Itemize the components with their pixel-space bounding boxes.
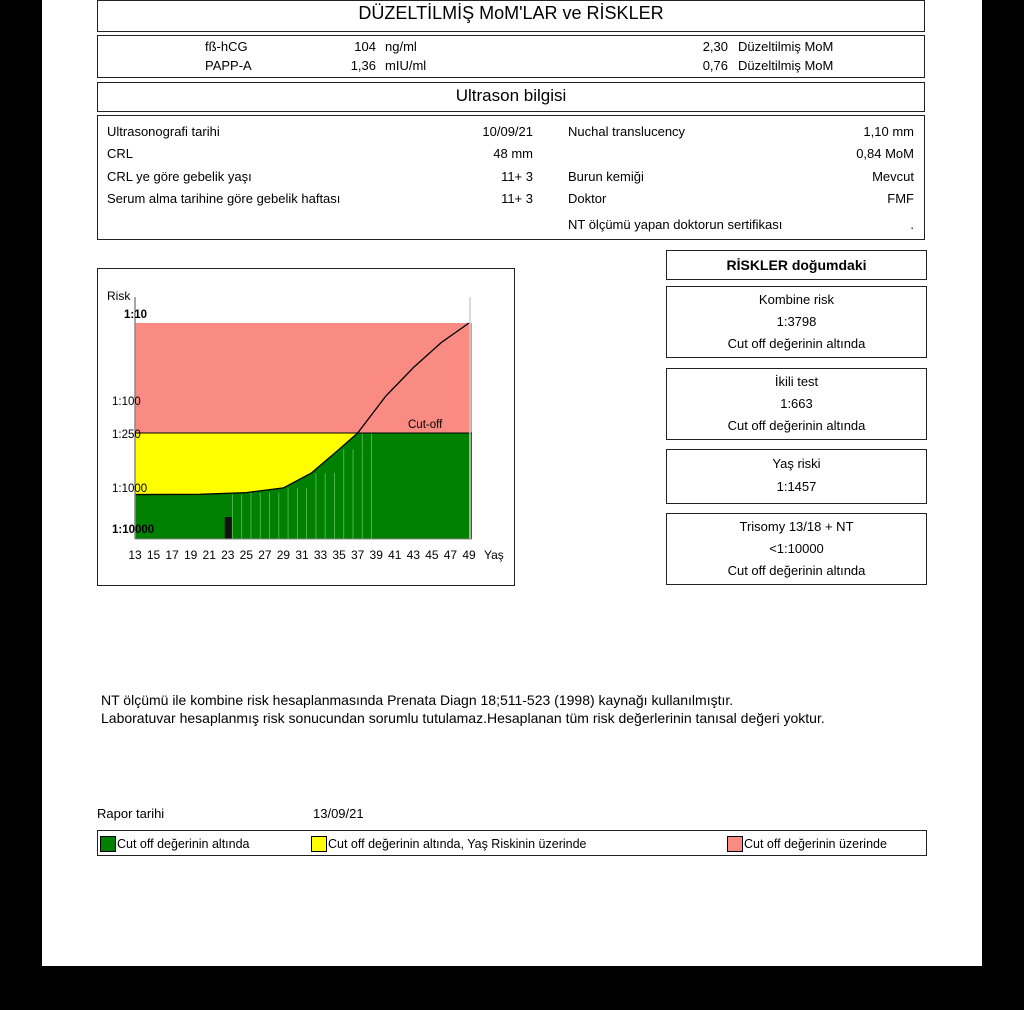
cutoff-label: Cut-off [408, 419, 443, 431]
x-tick-label: 45 [425, 548, 439, 562]
report-date-label: Rapor tarihi [97, 806, 165, 821]
ultrasound-info-box [97, 115, 925, 240]
risk-card [666, 449, 927, 504]
risk-card-value: 1:663 [780, 396, 813, 411]
x-axis-label: Yaş [484, 548, 504, 562]
us-value: 11+ 3 [501, 169, 533, 184]
y-tick-label: 1:10 [124, 309, 148, 321]
us-value: 10/09/21 [482, 124, 533, 139]
x-tick-label: 29 [276, 548, 291, 562]
risk-card [666, 513, 927, 585]
x-tick-label: 47 [443, 548, 458, 562]
risk-card-status: Cut off değerinin altında [727, 418, 866, 433]
marker-value: 104 [354, 39, 376, 54]
legend-label: Cut off değerinin altında, Yaş Riskinin üzerinde [328, 837, 587, 851]
us-label: Burun kemiği [568, 169, 644, 184]
x-tick-label: 37 [350, 548, 365, 562]
risk-card-value: 1:3798 [776, 314, 817, 329]
us-label: Serum alma tarihine göre gebelik haftası [107, 191, 341, 206]
x-tick-label: 19 [183, 548, 198, 562]
y-tick-label: 1:10000 [112, 524, 155, 536]
x-tick-label: 25 [239, 548, 254, 562]
marker-unit: ng/ml [385, 39, 417, 54]
reference-note: NT ölçümü ile kombine risk hesaplanmasında Prenata Diagn 18;511-523 (1998) kaynağı kullanılmıştır. [101, 692, 734, 708]
y-axis-label: Risk [107, 289, 131, 303]
x-tick-label: 23 [221, 548, 235, 562]
marker-mom-label: Düzeltilmiş MoM [738, 58, 834, 73]
risk-card [666, 286, 927, 358]
x-tick-label: 17 [165, 548, 179, 562]
marker-unit: mIU/ml [385, 58, 427, 73]
risk-card-value: <1:10000 [769, 541, 824, 556]
x-tick-label: 41 [388, 548, 402, 562]
x-tick-label: 27 [258, 548, 272, 562]
x-tick-label: 35 [332, 548, 346, 562]
patient-age-marker [225, 517, 232, 539]
us-label: CRL ye göre gebelik yaşı [107, 169, 252, 184]
us-label: CRL [107, 146, 134, 161]
x-tick-label: 13 [128, 548, 142, 562]
ultrasound-title-box [97, 82, 925, 112]
ultrasound-title: Ultrason bilgisi [455, 86, 567, 105]
x-tick-label: 43 [406, 548, 421, 562]
x-tick-label: 33 [313, 548, 328, 562]
us-value: . [910, 217, 914, 232]
us-value: Mevcut [872, 169, 914, 184]
marker-mom-label: Düzeltilmiş MoM [738, 39, 834, 54]
marker-name: PAPP-A [205, 58, 252, 73]
y-tick-label: 1:250 [112, 429, 141, 441]
markers-box [97, 35, 925, 78]
us-value: 1,10 mm [863, 124, 914, 139]
marker-name: fß-hCG [205, 39, 248, 54]
marker-value: 1,36 [350, 58, 376, 73]
y-tick-label: 1:100 [112, 396, 141, 408]
us-label: Nuchal translucency [568, 124, 686, 139]
marker-mom: 0,76 [702, 58, 728, 73]
us-value: 48 mm [493, 146, 533, 161]
risks-header: RİSKLER doğumdaki [726, 257, 867, 273]
x-tick-label: 15 [146, 548, 161, 562]
legend-box [97, 830, 927, 856]
risk-card-status: Cut off değerinin altında [727, 336, 866, 351]
risk-chart-box [97, 268, 515, 586]
risks-header-box [666, 250, 927, 280]
legend-swatch-red [727, 836, 743, 852]
x-tick-label: 31 [295, 548, 309, 562]
risk-card-value: 1:1457 [776, 479, 817, 494]
x-tick-label: 21 [202, 548, 216, 562]
us-value: FMF [887, 191, 914, 206]
marker-mom: 2,30 [702, 39, 728, 54]
risk-card-title: Kombine risk [758, 292, 835, 307]
us-label: NT ölçümü yapan doktorun sertifikası [568, 217, 783, 232]
report-title: DÜZELTİLMİŞ MoM'LAR ve RİSKLER [358, 3, 664, 23]
report-date: 13/09/21 [313, 806, 364, 821]
y-tick-label: 1:1000 [112, 483, 148, 495]
disclaimer-note: Laboratuvar hesaplanmış risk sonucundan sorumlu tutulamaz.Hesaplanan tüm risk değerlerinin tanısal değeri yoktur. [101, 710, 825, 726]
x-tick-label: 49 [462, 548, 476, 562]
legend-swatch-green [100, 836, 116, 852]
report-page [42, 0, 982, 966]
above-cutoff-region [135, 323, 472, 433]
x-tick-label: 39 [369, 548, 383, 562]
us-value: 0,84 MoM [856, 146, 914, 161]
legend-swatch-yellow [311, 836, 327, 852]
us-label: Ultrasonografi tarihi [107, 124, 220, 139]
report-title-box [97, 0, 925, 32]
risk-card [666, 368, 927, 440]
us-label: Doktor [568, 191, 607, 206]
risk-card-status: Cut off değerinin altında [727, 563, 866, 578]
legend-label: Cut off değerinin üzerinde [744, 837, 887, 851]
risk-card-title: Trisomy 13/18 + NT [739, 519, 854, 534]
us-value: 11+ 3 [501, 191, 533, 206]
risk-card-title: Yaş riski [772, 456, 821, 471]
risk-card-title: İkili test [774, 374, 819, 389]
risk-chart [98, 269, 513, 584]
legend-label: Cut off değerinin altında [117, 837, 250, 851]
